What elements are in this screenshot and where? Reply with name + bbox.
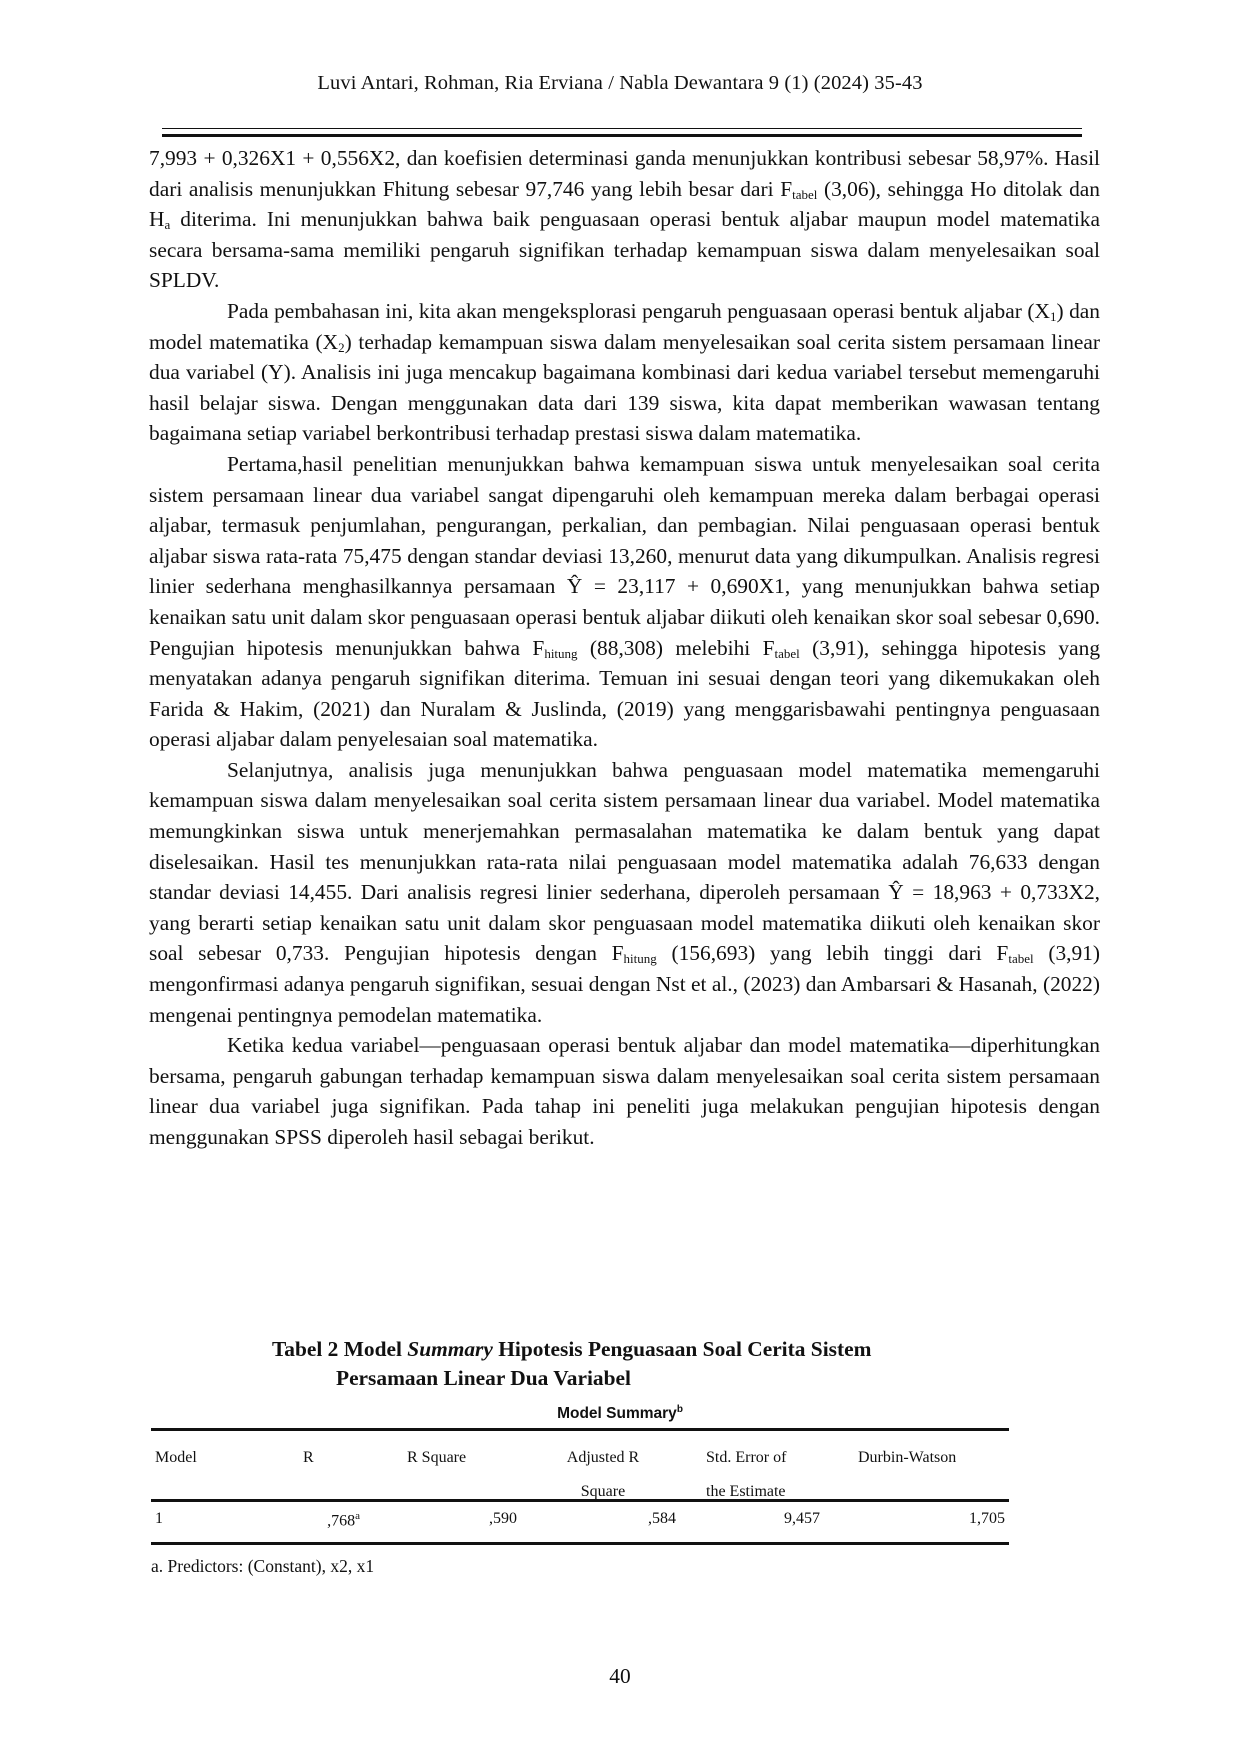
subscript: hitung [544,645,578,661]
text-run: (156,693) yang lebih tinggi dari F [656,941,1009,966]
cell-model: 1 [155,1510,163,1527]
header-std-error-l2: the Estimate [706,1483,786,1500]
text-run: Ketika kedua variabel—penguasaan operasi bentuk aljabar dan model matematika—diperhitungkan bersama, pengaruh gabungan terhadap kemampuan siswa dalam menyelesaikan soal cerita sistem persamaan linear dua variabel juga signifikan. Pada tahap ini peneliti juga melakukan pengujian hipotesis dengan menggunakan SPSS diperoleh hasil sebagai berikut. [149,1033,1100,1149]
running-header: Luvi Antari, Rohman, Ria Erviana / Nabla Dewantara 9 (1) (2024) 35-43 [317,72,923,94]
table-caption-italic: Summary [407,1337,493,1361]
header-model: Model [155,1449,197,1466]
table-title-text: Model Summary [557,1405,677,1423]
text-run: Selanjutnya, analisis juga menunjukkan bahwa penguasaan model matematika memengaruhi kemampuan siswa dalam menyelesaikan soal cerita sistem persamaan linear dua variabel. Model matematika memungkinkan siswa untuk menerjemahkan permasalahan matematika ke dalam bentuk yang dapat diselesaikan. Hasil tes menunjukkan rata-rata nilai penguasaan model matematika adalah 76,633 dengan standar deviasi 14,455. Dari analisis regresi linier sederhana, diperoleh persamaan Ŷ = 18,963 + 0,733X2, yang berarti setiap kenaikan satu unit dalam skor penguasaan model matematika diikuti oleh kenaikan skor soal sebesar 0,733. Pengujian hipotesis dengan F [149,757,1100,966]
subscript: tabel [792,186,818,202]
text-run: (3,06), sehingga Ho ditolak dan H [149,176,1100,232]
text-run: Pertama,hasil penelitian menunjukkan bahwa kemampuan siswa untuk menyelesaikan soal cerita sistem persamaan linear dua variabel sangat dipengaruhi oleh kemampuan mereka dalam berbagai operasi aljabar, termasuk penjumlahan, pengurangan, perkalian, dan pembagian. Nilai penguasaan operasi bentuk aljabar siswa rata-rata 75,475 dengan standar deviasi 13,260, menurut data yang dikumpulkan. Analisis regresi linier sederhana menghasilkannya persamaan Ŷ = 23,117 + 0,690X1, yang menunjukkan bahwa setiap kenaikan satu unit dalam skor penguasaan operasi bentuk aljabar diikuti oleh kenaikan skor soal sebesar 0,690. Pengujian hipotesis menunjukkan bahwa F [149,451,1100,660]
table-title [0,1404,1240,1423]
table-rule-top [151,1428,1009,1431]
subscript: 1 [1049,308,1057,324]
cell-durbin-watson: 1,705 [969,1510,1005,1527]
text-run: (88,308) melebihi F [577,635,775,660]
header-r-square: R Square [407,1449,467,1466]
subscript: tabel [774,645,800,661]
text-run: (3,91) mengonfirmasi adanya pengaruh signifikan, sesuai dengan Nst et al., (2023) dan Ambarsari & Hasanah, (2022) mengenai pentingnya pemodelan matematika. [149,941,1101,1027]
text-run: ) terhadap kemampuan siswa dalam menyelesaikan soal cerita sistem persamaan linear dua variabel (Y). Analisis ini juga mencakup bagaimana kombinasi dari kedua variabel tersebut memengaruhi hasil belajar siswa. Dengan menggunakan data dari 139 siswa, kita dapat memberikan wawasan tentang bagaimana setiap variabel berkontribusi terhadap prestasi siswa dalam matematika. [149,329,1101,446]
paragraph-5 [149,1030,1100,1152]
header-r: R [303,1449,314,1466]
table-title-sup: b [676,1404,683,1415]
cell-r-sup: a [355,1510,360,1522]
page-number: 40 [609,1664,631,1688]
body-text [149,143,1100,1153]
table-footnote: a. Predictors: (Constant), x2, x1 [151,1556,375,1576]
header-adjusted-r-square-l2: Square [580,1483,626,1500]
cell-r-value: ,768 [327,1512,356,1530]
subscript: 2 [338,339,345,355]
table-caption-part2: Hipotesis Penguasaan Soal Cerita Sistem [492,1337,872,1361]
header-adjusted-r-square-l1: Adjusted R [566,1449,640,1466]
header-durbin-watson: Durbin-Watson [858,1449,957,1466]
header-rule-thick [162,134,1082,137]
table-rule-bottom [151,1542,1009,1545]
text-run: diterima. Ini menunjukkan bahwa baik penguasaan operasi bentuk aljabar maupun model matematika secara bersama-sama memiliki pengaruh signifikan terhadap kemampuan siswa dalam menyelesaikan soal SPLDV. [149,207,1100,293]
cell-r-square: ,590 [489,1510,517,1527]
header-std-error [706,1441,786,1509]
paragraph-2 [149,296,1100,449]
text-run: ) dan model matematika (X [149,298,1100,354]
table-caption [272,1335,1032,1393]
table-caption-part1: Tabel 2 Model [272,1337,408,1361]
subscript: hitung [623,951,657,967]
text-run: 7,993 + 0,326X1 + 0,556X2, dan koefisien determinasi ganda menunjukkan kontribusi sebesar 58,97%. Hasil dari analisis menunjukkan Fhitung sebesar 97,746 yang lebih besar dari F [149,146,1100,201]
cell-adjusted-r-square: ,584 [648,1510,676,1527]
header-std-error-l1: Std. Error of [706,1449,787,1466]
paragraph-4 [149,755,1100,1030]
header-adjusted-r-square [553,1441,653,1509]
subscript: tabel [1008,951,1034,967]
cell-std-error: 9,457 [784,1510,820,1527]
paragraph-1 [149,143,1100,296]
subscript: a [164,217,171,233]
cell-r [300,1510,360,1530]
header-rule-thin [162,128,1082,129]
text-run: (3,91), sehingga hipotesis yang menyatakan adanya pengaruh signifikan diterima. Temuan ini sesuai dengan teori yang dikemukakan oleh Farida & Hakim, (2021) dan Nuralam & Juslinda, (2019) yang menggarisbawahi pentingnya penguasaan operasi aljabar dalam penyelesaian soal matematika. [149,635,1101,752]
paragraph-3 [149,449,1100,755]
text-run: Pada pembahasan ini, kita akan mengeksplorasi pengaruh penguasaan operasi bentuk aljabar (X [227,298,1050,323]
table-caption-line2: Persamaan Linear Dua Variabel [336,1366,631,1390]
